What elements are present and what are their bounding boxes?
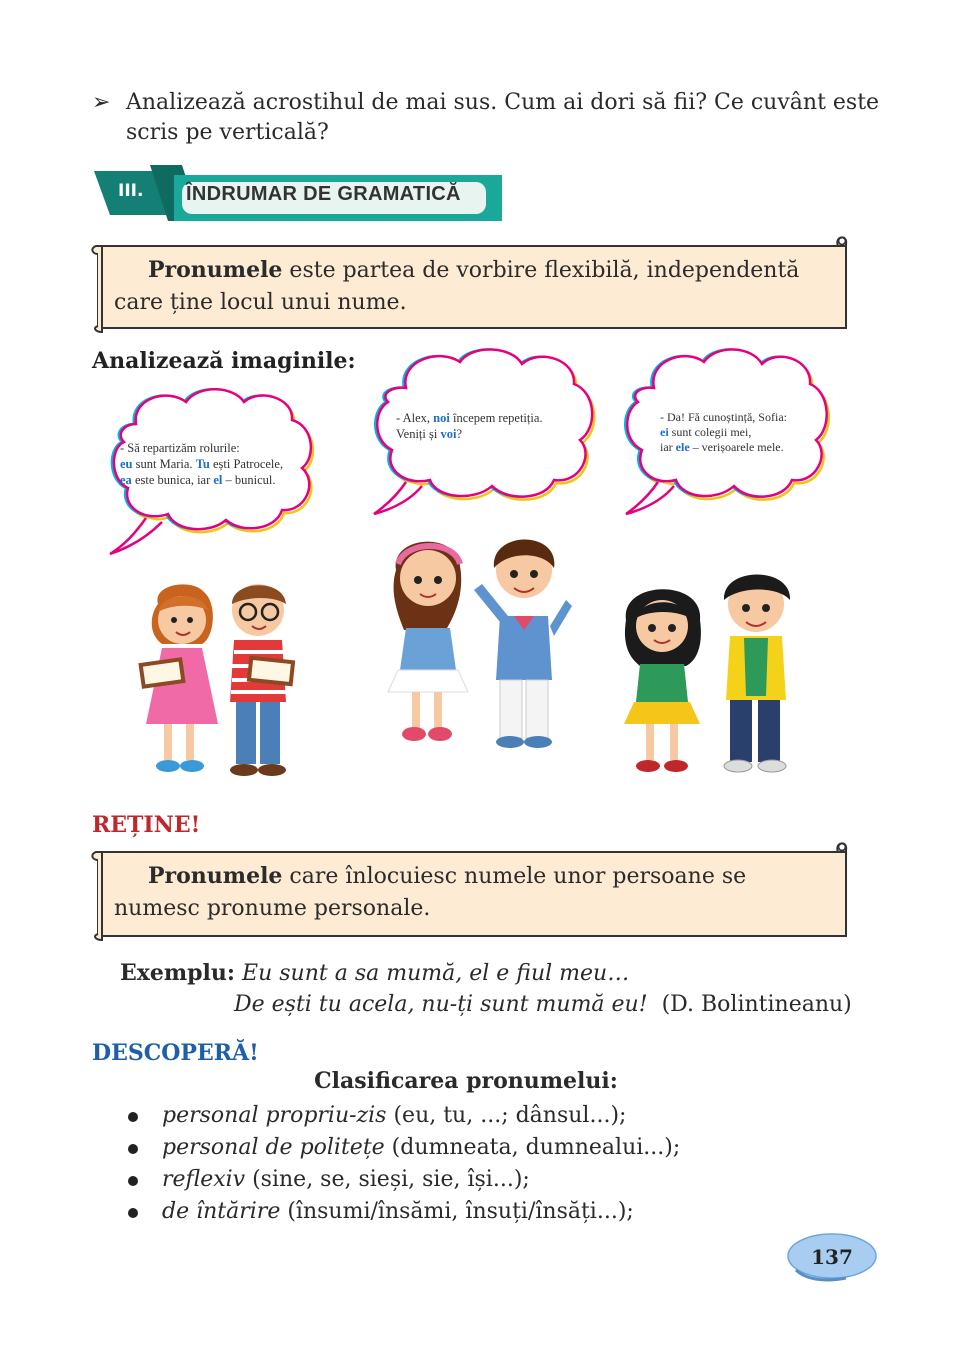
- retine-heading: REȚINE!: [92, 812, 201, 838]
- kids-standing-illustration: [614, 570, 810, 780]
- arrow-bullet-icon: ➢: [92, 90, 111, 115]
- pronoun-type: de întărire: [162, 1199, 281, 1224]
- pronoun-tu: Tu: [195, 457, 210, 471]
- kids-reading-books-illustration: [128, 574, 324, 784]
- pronoun-examples: (dumneata, dumnealui...);: [384, 1135, 681, 1160]
- section-number: III.: [118, 181, 144, 201]
- list-item: [126, 1196, 680, 1228]
- definition-text: [114, 254, 834, 319]
- pronoun-ea: ea: [120, 473, 132, 487]
- bubble-3-line-3: [660, 440, 787, 455]
- bubble-2-line-2: [396, 426, 543, 442]
- bubble-1-line-2: [120, 456, 283, 472]
- bullet-dot-icon: [128, 1144, 138, 1154]
- speech-bubble-1: [106, 384, 320, 558]
- bubble-1-fragment: ești Patrocele,: [209, 457, 284, 471]
- bubble-2-fragment: ?: [456, 427, 462, 441]
- page-number-badge: [786, 1230, 878, 1282]
- list-item: [126, 1100, 680, 1132]
- pronoun-type: personal de politețe: [162, 1135, 385, 1160]
- bubble-2-text: [396, 410, 543, 442]
- section-title: ÎNDRUMAR DE GRAMATICĂ: [186, 183, 461, 205]
- bubble-3-line-2: [660, 425, 787, 440]
- bubble-1-line-3: [120, 472, 283, 488]
- example-verse-1: Eu sunt a sa mumă, el e fiul meu…: [242, 961, 630, 986]
- definition-term: Pronumele: [148, 257, 283, 283]
- example-source: (D. Bolintineanu): [661, 992, 852, 1017]
- bubble-3-text: [660, 410, 787, 455]
- rule-text: [114, 860, 834, 925]
- intro-text: Analizează acrostihul de mai sus. Cum ai dori să fii? Ce cuvânt este scris pe verticală?: [126, 90, 880, 145]
- example-label: Exemplu:: [120, 960, 236, 986]
- speech-bubble-2: [366, 344, 602, 520]
- bubble-1-line-1: - Să repartizăm rolurile:: [120, 441, 240, 455]
- classification-list: [126, 1100, 680, 1228]
- rule-scroll: [90, 840, 852, 942]
- definition-body: este partea de vorbire flexibilă, independentă care ține locul unui nume.: [114, 258, 800, 315]
- bubble-2-line-1: [396, 410, 543, 426]
- rule-term: Pronumele: [148, 863, 283, 889]
- list-item: [126, 1164, 680, 1196]
- bubble-2-fragment: Veniți și: [396, 427, 441, 441]
- pronoun-examples: (sine, se, sieși, sie, își...);: [245, 1167, 530, 1192]
- bubble-3-fragment: iar: [660, 440, 676, 454]
- example-line-2: [120, 989, 852, 1020]
- bullet-dot-icon: [128, 1112, 138, 1122]
- pronoun-voi: voi: [440, 427, 457, 441]
- bubble-3-fragment: – verișoarele mele.: [689, 440, 784, 454]
- speech-bubble-3: [618, 344, 834, 520]
- pronoun-examples: (eu, tu, ...; dânsul...);: [386, 1103, 627, 1128]
- bullet-dot-icon: [128, 1176, 138, 1186]
- bubble-3-fragment: sunt colegii mei,: [668, 425, 752, 439]
- bubble-2-fragment: începem repetiția.: [449, 411, 543, 425]
- descopera-heading: DESCOPERĂ!: [92, 1040, 259, 1066]
- bullet-dot-icon: [128, 1208, 138, 1218]
- pronoun-type: reflexiv: [162, 1167, 246, 1192]
- pronoun-ele: ele: [675, 440, 690, 454]
- page-number: 137: [811, 1245, 853, 1269]
- section-banner: [90, 165, 502, 221]
- pronoun-examples: (însumi/însămi, însuți/însăți...);: [280, 1199, 634, 1224]
- pronoun-el: el: [213, 473, 223, 487]
- pronoun-type: personal propriu-zis: [162, 1103, 387, 1128]
- intro-instruction: [92, 88, 882, 148]
- example-block: [120, 958, 852, 1020]
- rule-body: care înlocuiesc numele unor persoane se numesc pronume personale.: [114, 864, 747, 921]
- analyze-heading: Analizează imaginile:: [92, 348, 356, 374]
- bubble-1-fragment: este bunica, iar: [131, 473, 214, 487]
- classification-title: Clasificarea pronumelui:: [314, 1068, 618, 1094]
- bubble-1-text: [120, 440, 283, 488]
- pronoun-noi: noi: [433, 411, 450, 425]
- bubble-3-line-1: - Da! Fă cunoștință, Sofia:: [660, 410, 787, 424]
- example-verse-2: De ești tu acela, nu-ți sunt mumă eu!: [234, 992, 648, 1017]
- bubble-1-fragment: sunt Maria.: [132, 457, 196, 471]
- kids-waving-illustration: [376, 530, 576, 754]
- list-item: [126, 1132, 680, 1164]
- example-line-1: [120, 958, 852, 989]
- bubble-2-fragment: - Alex,: [396, 411, 434, 425]
- pronoun-ei: ei: [660, 425, 669, 439]
- definition-scroll: [90, 232, 852, 334]
- pronoun-eu: eu: [120, 457, 133, 471]
- bubble-1-fragment: – bunicul.: [222, 473, 276, 487]
